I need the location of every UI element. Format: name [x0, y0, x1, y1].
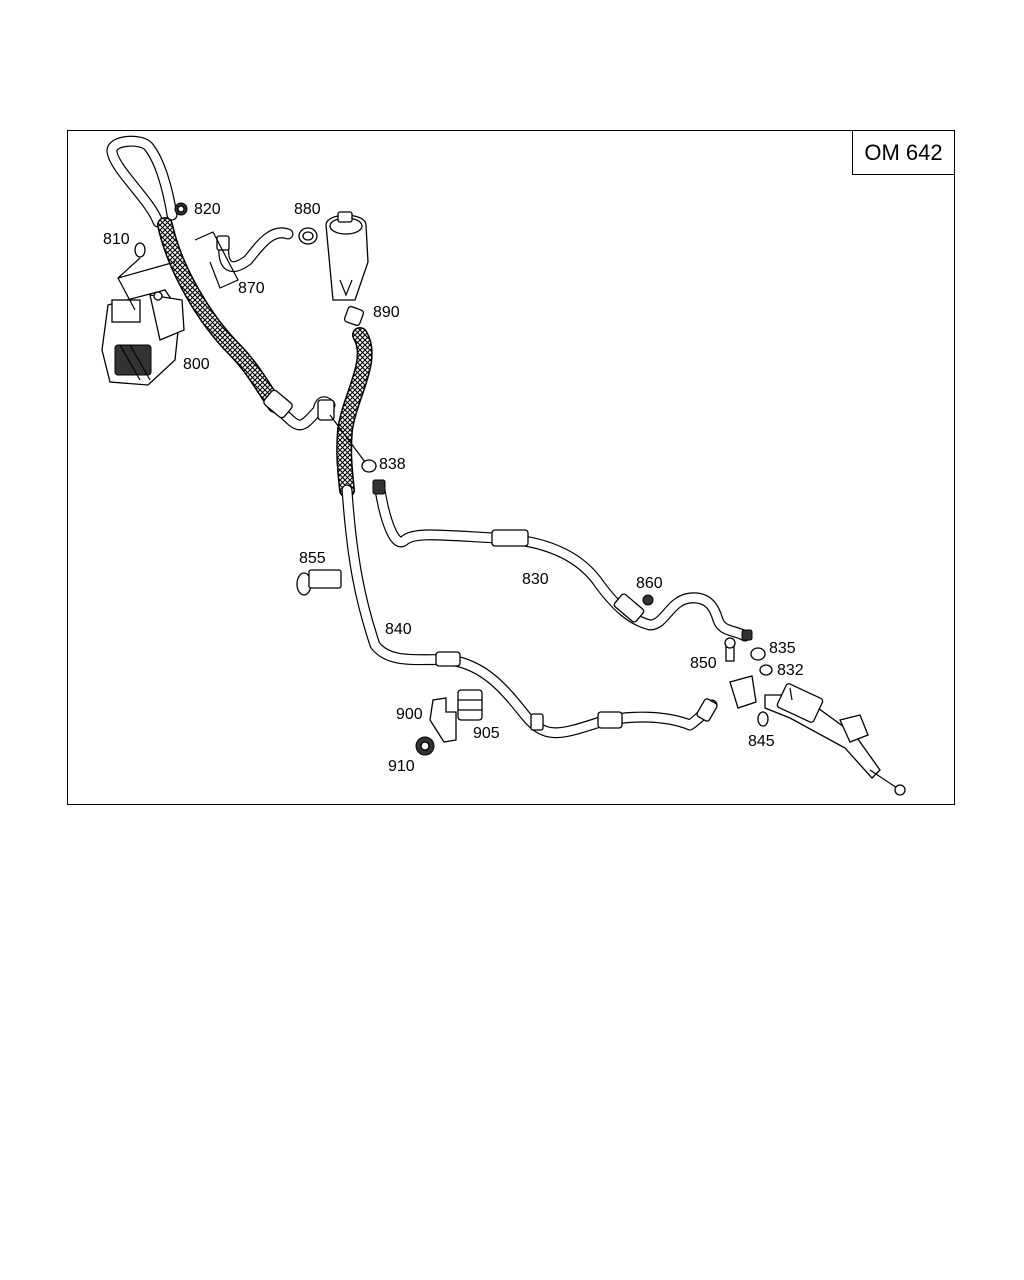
callout-910: 910 [388, 758, 415, 775]
part-900-bracket[interactable] [430, 698, 456, 742]
part-890-fitting[interactable] [344, 306, 365, 327]
callout-832: 832 [777, 662, 804, 679]
part-832-washer[interactable] [760, 665, 772, 675]
part-880-hose-clamp[interactable] [299, 228, 317, 244]
fluid-reservoir [326, 212, 368, 300]
callout-860: 860 [636, 575, 663, 592]
part-910-grommet[interactable] [416, 737, 434, 755]
part-840-return-line[interactable] [344, 335, 718, 733]
callout-845: 845 [748, 733, 775, 750]
callout-900: 900 [396, 706, 423, 723]
part-835-washer[interactable] [751, 648, 765, 660]
callout-810: 810 [103, 231, 130, 248]
callout-855: 855 [299, 550, 326, 567]
part-860-bolt[interactable] [643, 595, 653, 605]
callout-830: 830 [522, 571, 549, 588]
callout-850: 850 [690, 655, 717, 672]
callout-800: 800 [183, 356, 210, 373]
callout-890: 890 [373, 304, 400, 321]
callout-838: 838 [379, 456, 406, 473]
part-855-clip[interactable] [297, 570, 341, 595]
callout-835: 835 [769, 640, 796, 657]
part-850-bolt[interactable] [725, 638, 735, 661]
power-steering-pump [102, 290, 184, 385]
callout-905: 905 [473, 725, 500, 742]
callout-820: 820 [194, 201, 221, 218]
engine-model-label: OM 642 [864, 139, 943, 165]
callout-840: 840 [385, 621, 412, 638]
callout-880: 880 [294, 201, 321, 218]
part-820-fitting[interactable] [175, 203, 187, 215]
part-845-washer[interactable] [758, 712, 768, 726]
part-830-pressure-line[interactable] [373, 480, 752, 640]
part-905-holder[interactable] [458, 690, 482, 720]
callout-870: 870 [238, 280, 265, 297]
